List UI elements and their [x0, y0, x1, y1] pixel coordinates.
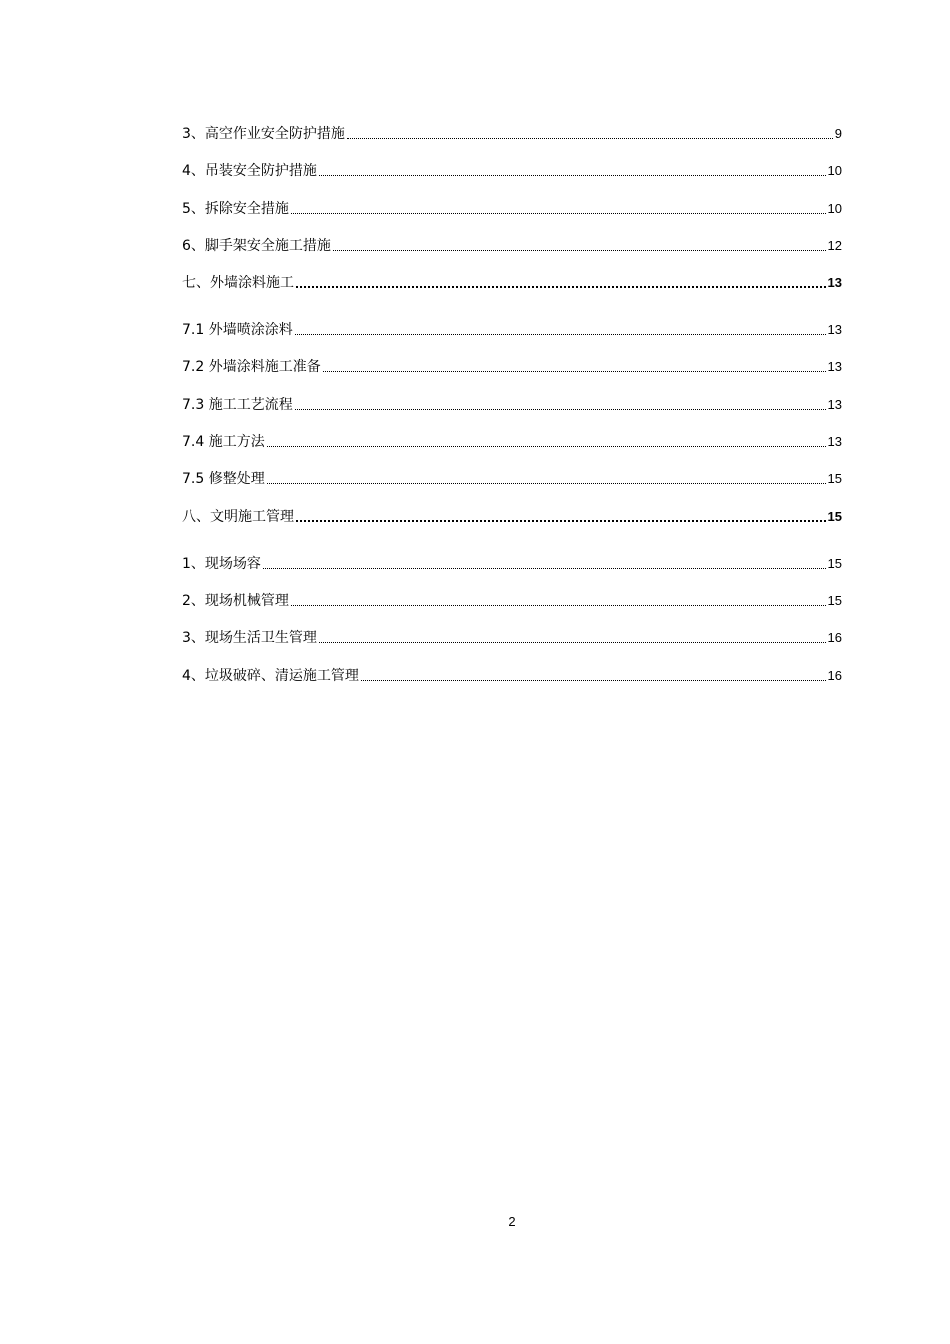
toc-entry-label: 2、现场机械管理: [182, 592, 289, 609]
toc-dot-leader: [361, 680, 826, 681]
toc-heading-entry[interactable]: [182, 273, 842, 293]
toc-dot-leader: [319, 642, 826, 643]
toc-entry-label: 1、现场场容: [182, 555, 261, 572]
toc-entry-page-number: 15: [827, 592, 842, 608]
toc-entry-label: 5、拆除安全措施: [182, 200, 289, 217]
toc-entry[interactable]: [182, 236, 842, 256]
toc-entry[interactable]: [182, 666, 842, 686]
toc-entry-page-number: 10: [827, 163, 842, 179]
toc-dot-leader: [323, 371, 826, 372]
toc-dot-leader: [291, 213, 826, 214]
toc-dot-leader: [347, 138, 833, 139]
toc-dot-leader: [291, 605, 826, 606]
toc-entry[interactable]: [182, 432, 842, 452]
toc-dot-leader: [319, 175, 826, 176]
toc-entry[interactable]: [182, 357, 842, 377]
toc-entry-page-number: 12: [827, 237, 842, 253]
toc-entry[interactable]: [182, 320, 842, 340]
toc-dot-leader: [267, 446, 826, 447]
toc-entry[interactable]: [182, 395, 842, 415]
toc-entry[interactable]: [182, 199, 842, 219]
toc-entry-page-number: 16: [827, 630, 842, 646]
toc-entry-page-number: 13: [827, 322, 842, 338]
toc-entry[interactable]: [182, 591, 842, 611]
toc-entry-label: 7.2 外墙涂料施工准备: [182, 359, 321, 376]
toc-entry[interactable]: [182, 628, 842, 648]
toc-entry-page-number: 15: [827, 471, 842, 487]
toc-entry-page-number: 15: [827, 555, 842, 571]
toc-entry-page-number: 13: [827, 396, 842, 412]
toc-entry-label: 7.3 施工工艺流程: [182, 396, 293, 413]
toc-entry[interactable]: [182, 161, 842, 181]
page-number: 2: [508, 1214, 516, 1229]
toc-entry-label: 4、垃圾破碎、清运施工管理: [182, 667, 359, 684]
table-of-contents: [182, 124, 842, 703]
toc-entry-label: 3、高空作业安全防护措施: [182, 126, 345, 142]
toc-entry-page-number: 13: [827, 434, 842, 450]
toc-entry-label: 6、脚手架安全施工措施: [182, 237, 331, 254]
toc-dot-leader: [295, 334, 826, 335]
toc-dot-leader: [267, 483, 826, 484]
toc-entry-page-number: 16: [827, 667, 842, 683]
toc-entry-label: 7.5 修整处理: [182, 471, 265, 488]
toc-entry[interactable]: [182, 124, 842, 144]
toc-entry-page-number: 9: [834, 126, 842, 141]
toc-heading-entry[interactable]: [182, 507, 842, 527]
toc-entry-label: 八、文明施工管理: [182, 508, 294, 525]
toc-entry-page-number: 13: [827, 275, 842, 291]
toc-dot-leader: [333, 250, 826, 251]
toc-dot-leader: [263, 568, 826, 569]
toc-dot-leader: [295, 409, 826, 410]
toc-entry-page-number: 10: [827, 200, 842, 216]
toc-entry-label: 七、外墙涂料施工: [182, 275, 294, 292]
toc-entry[interactable]: [182, 469, 842, 489]
toc-entry-label: 4、吊装安全防护措施: [182, 163, 317, 180]
toc-dot-leader: [296, 286, 826, 288]
toc-entry-page-number: 15: [827, 508, 842, 524]
toc-entry-label: 3、现场生活卫生管理: [182, 630, 317, 647]
toc-dot-leader: [296, 520, 826, 522]
toc-entry[interactable]: [182, 554, 842, 574]
toc-entry-label: 7.4 施工方法: [182, 434, 265, 451]
toc-entry-label: 7.1 外墙喷涂涂料: [182, 322, 293, 339]
toc-entry-page-number: 13: [827, 359, 842, 375]
